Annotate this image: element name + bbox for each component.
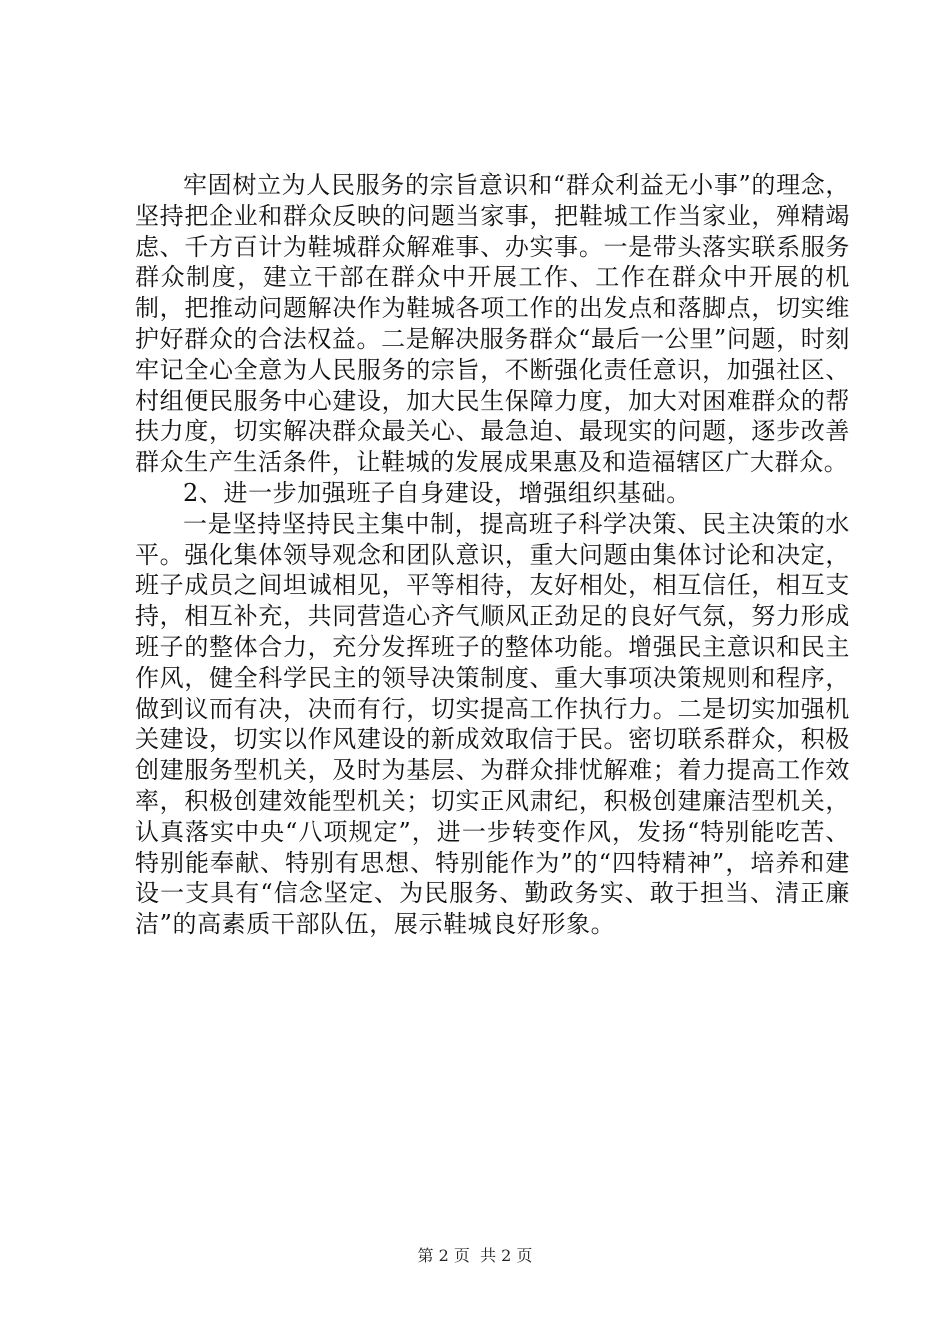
paragraph-service-awareness: 牢固树立为人民服务的宗旨意识和“群众利益无小事”的理念，坚持把企业和群众反映的问题当家事，把鞋城工作当家业，殚精竭虑、千方百计为鞋城群众解难事、办实事。一是带头落实联系服务群众制度，建立干部在群众中开展工作、工作在群众中开展的机制，把推动问题解决作为鞋城各项工作的出发点和落脚点，切实维护好群众的合法权益。二是解决服务群众“最后一公里”问题，时刻牢记全心全意为人民服务的宗旨，不断强化责任意识，加强社区、村组便民服务中心建设，加大民生保障力度，加大对困难群众的帮扶力度，切实解决群众最关心、最急迫、最现实的问题，逐步改善群众生产生活条件，让鞋城的发展成果惠及和造福辖区广大群众。 <box>135 171 850 477</box>
page-footer <box>0 1246 950 1266</box>
paragraph-heading-team-building: 2、进一步加强班子自身建设，增强组织基础。 <box>183 478 691 507</box>
page-number: 第 2 页 <box>417 1246 470 1265</box>
page-total: 共 2 页 <box>480 1246 533 1265</box>
paragraph-democratic-centralism: 一是坚持坚持民主集中制，提高班子科学决策、民主决策的水平。强化集体领导观念和团队意识，重大问题由集体讨论和决定，班子成员之间坦诚相见，平等相待，友好相处，相互信任，相互支持，相互补充，共同营造心齐气顺风正劲足的良好气氛，努力形成班子的整体合力，充分发挥班子的整体功能。增强民主意识和民主作风，健全科学民主的领导决策制度、重大事项决策规则和程序，做到议而有决，决而有行，切实提高工作执行力。二是切实加强机关建设，切实以作风建设的新成效取信于民。密切联系群众，积极创建服务型机关，及时为基层、为群众排忧解难；着力提高工作效率，积极创建效能型机关；切实正风肃纪，积极创建廉洁型机关，认真落实中央“八项规定”，进一步转变作风，发扬“特别能吃苦、特别能奉献、特别有思想、特别能作为”的“四特精神”，培养和建设一支具有“信念坚定、为民服务、勤政务实、敢于担当、清正廉洁”的高素质干部队伍，展示鞋城良好形象。 <box>135 509 850 939</box>
document-body <box>135 170 850 940</box>
